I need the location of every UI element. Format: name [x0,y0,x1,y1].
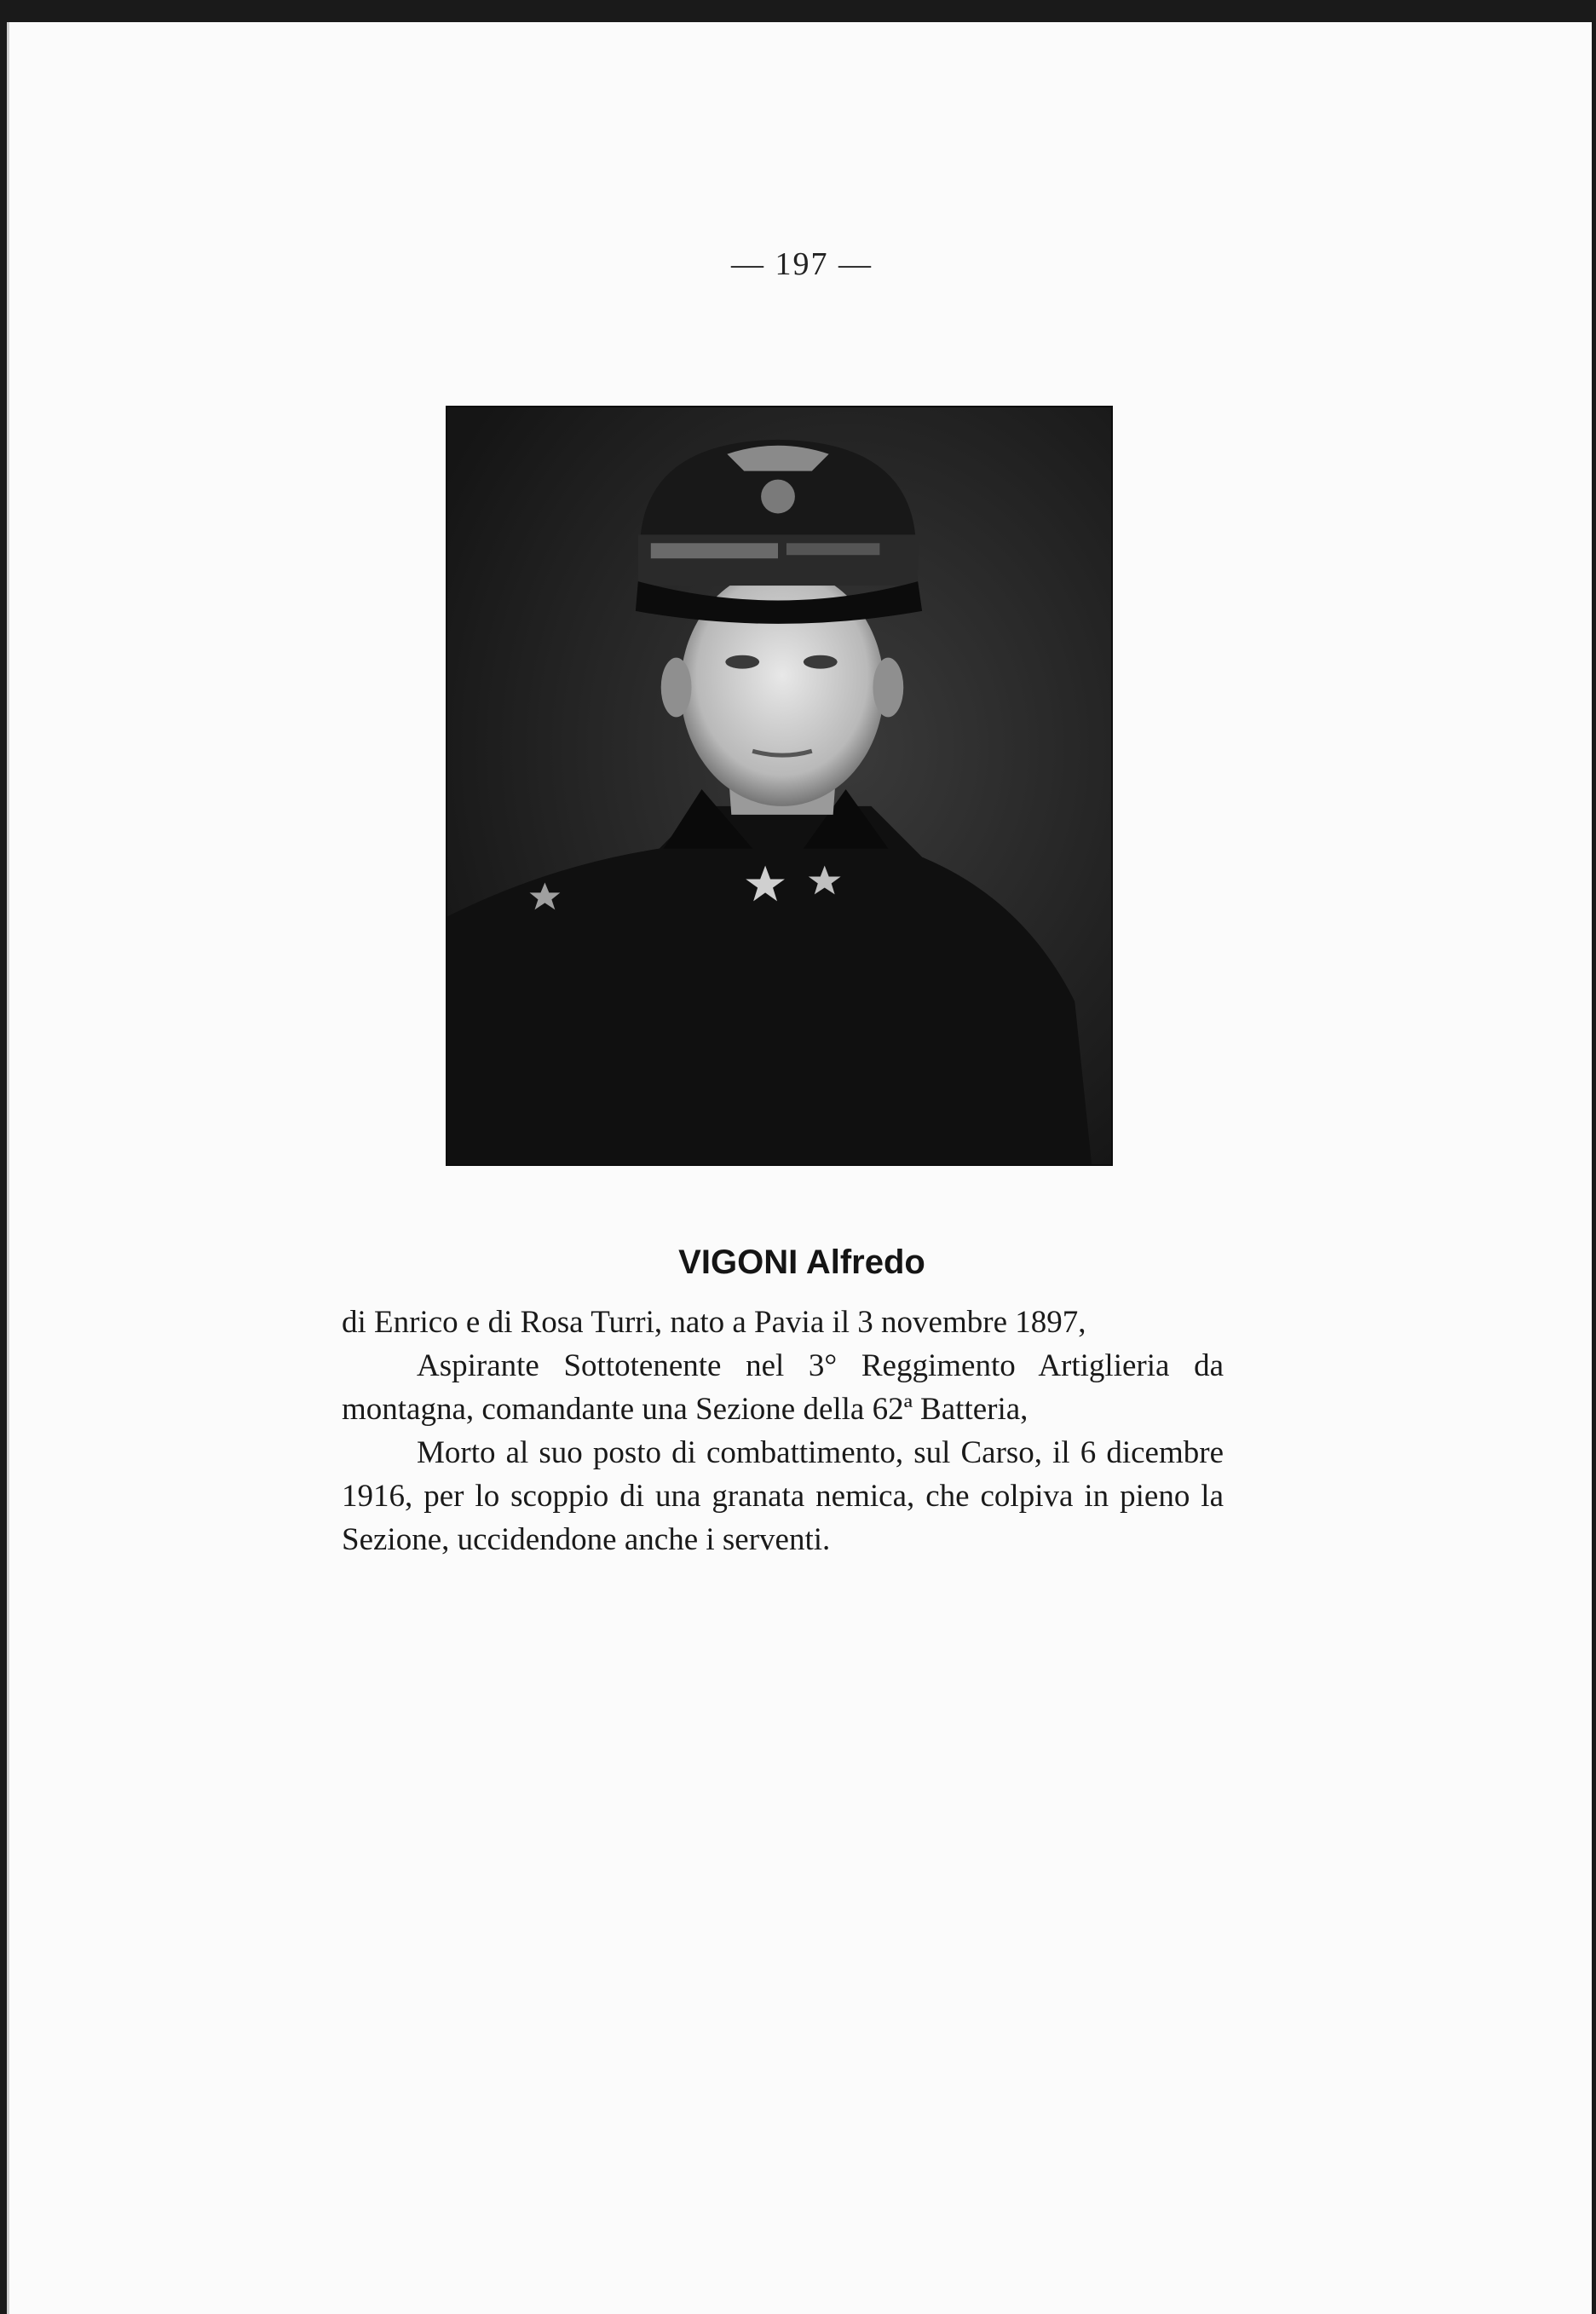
biography-text [342,1301,1224,1561]
bio-paragraph-death: Morto al suo posto di combattimento, sul Carso, il 6 dicembre 1916, per lo scoppio di una granata nemica, che colpiva in pieno la Sezione, uccidendone anche i serventi. [342,1435,1224,1557]
portrait-photo [446,406,1113,1166]
bio-paragraph-rank: Aspirante Sottotenente nel 3° Reggimento Artiglieria da montagna, comandante una Sezione della 62ª Batteria, [342,1348,1224,1427]
page-number: — 197 — [731,246,873,282]
portrait-image [447,407,1111,1164]
name-heading: VIGONI Alfredo [678,1244,925,1281]
book-page [7,22,1592,2314]
bio-paragraph-birth: di Enrico e di Rosa Turri, nato a Pavia il 3 novembre 1897, [342,1305,1086,1340]
